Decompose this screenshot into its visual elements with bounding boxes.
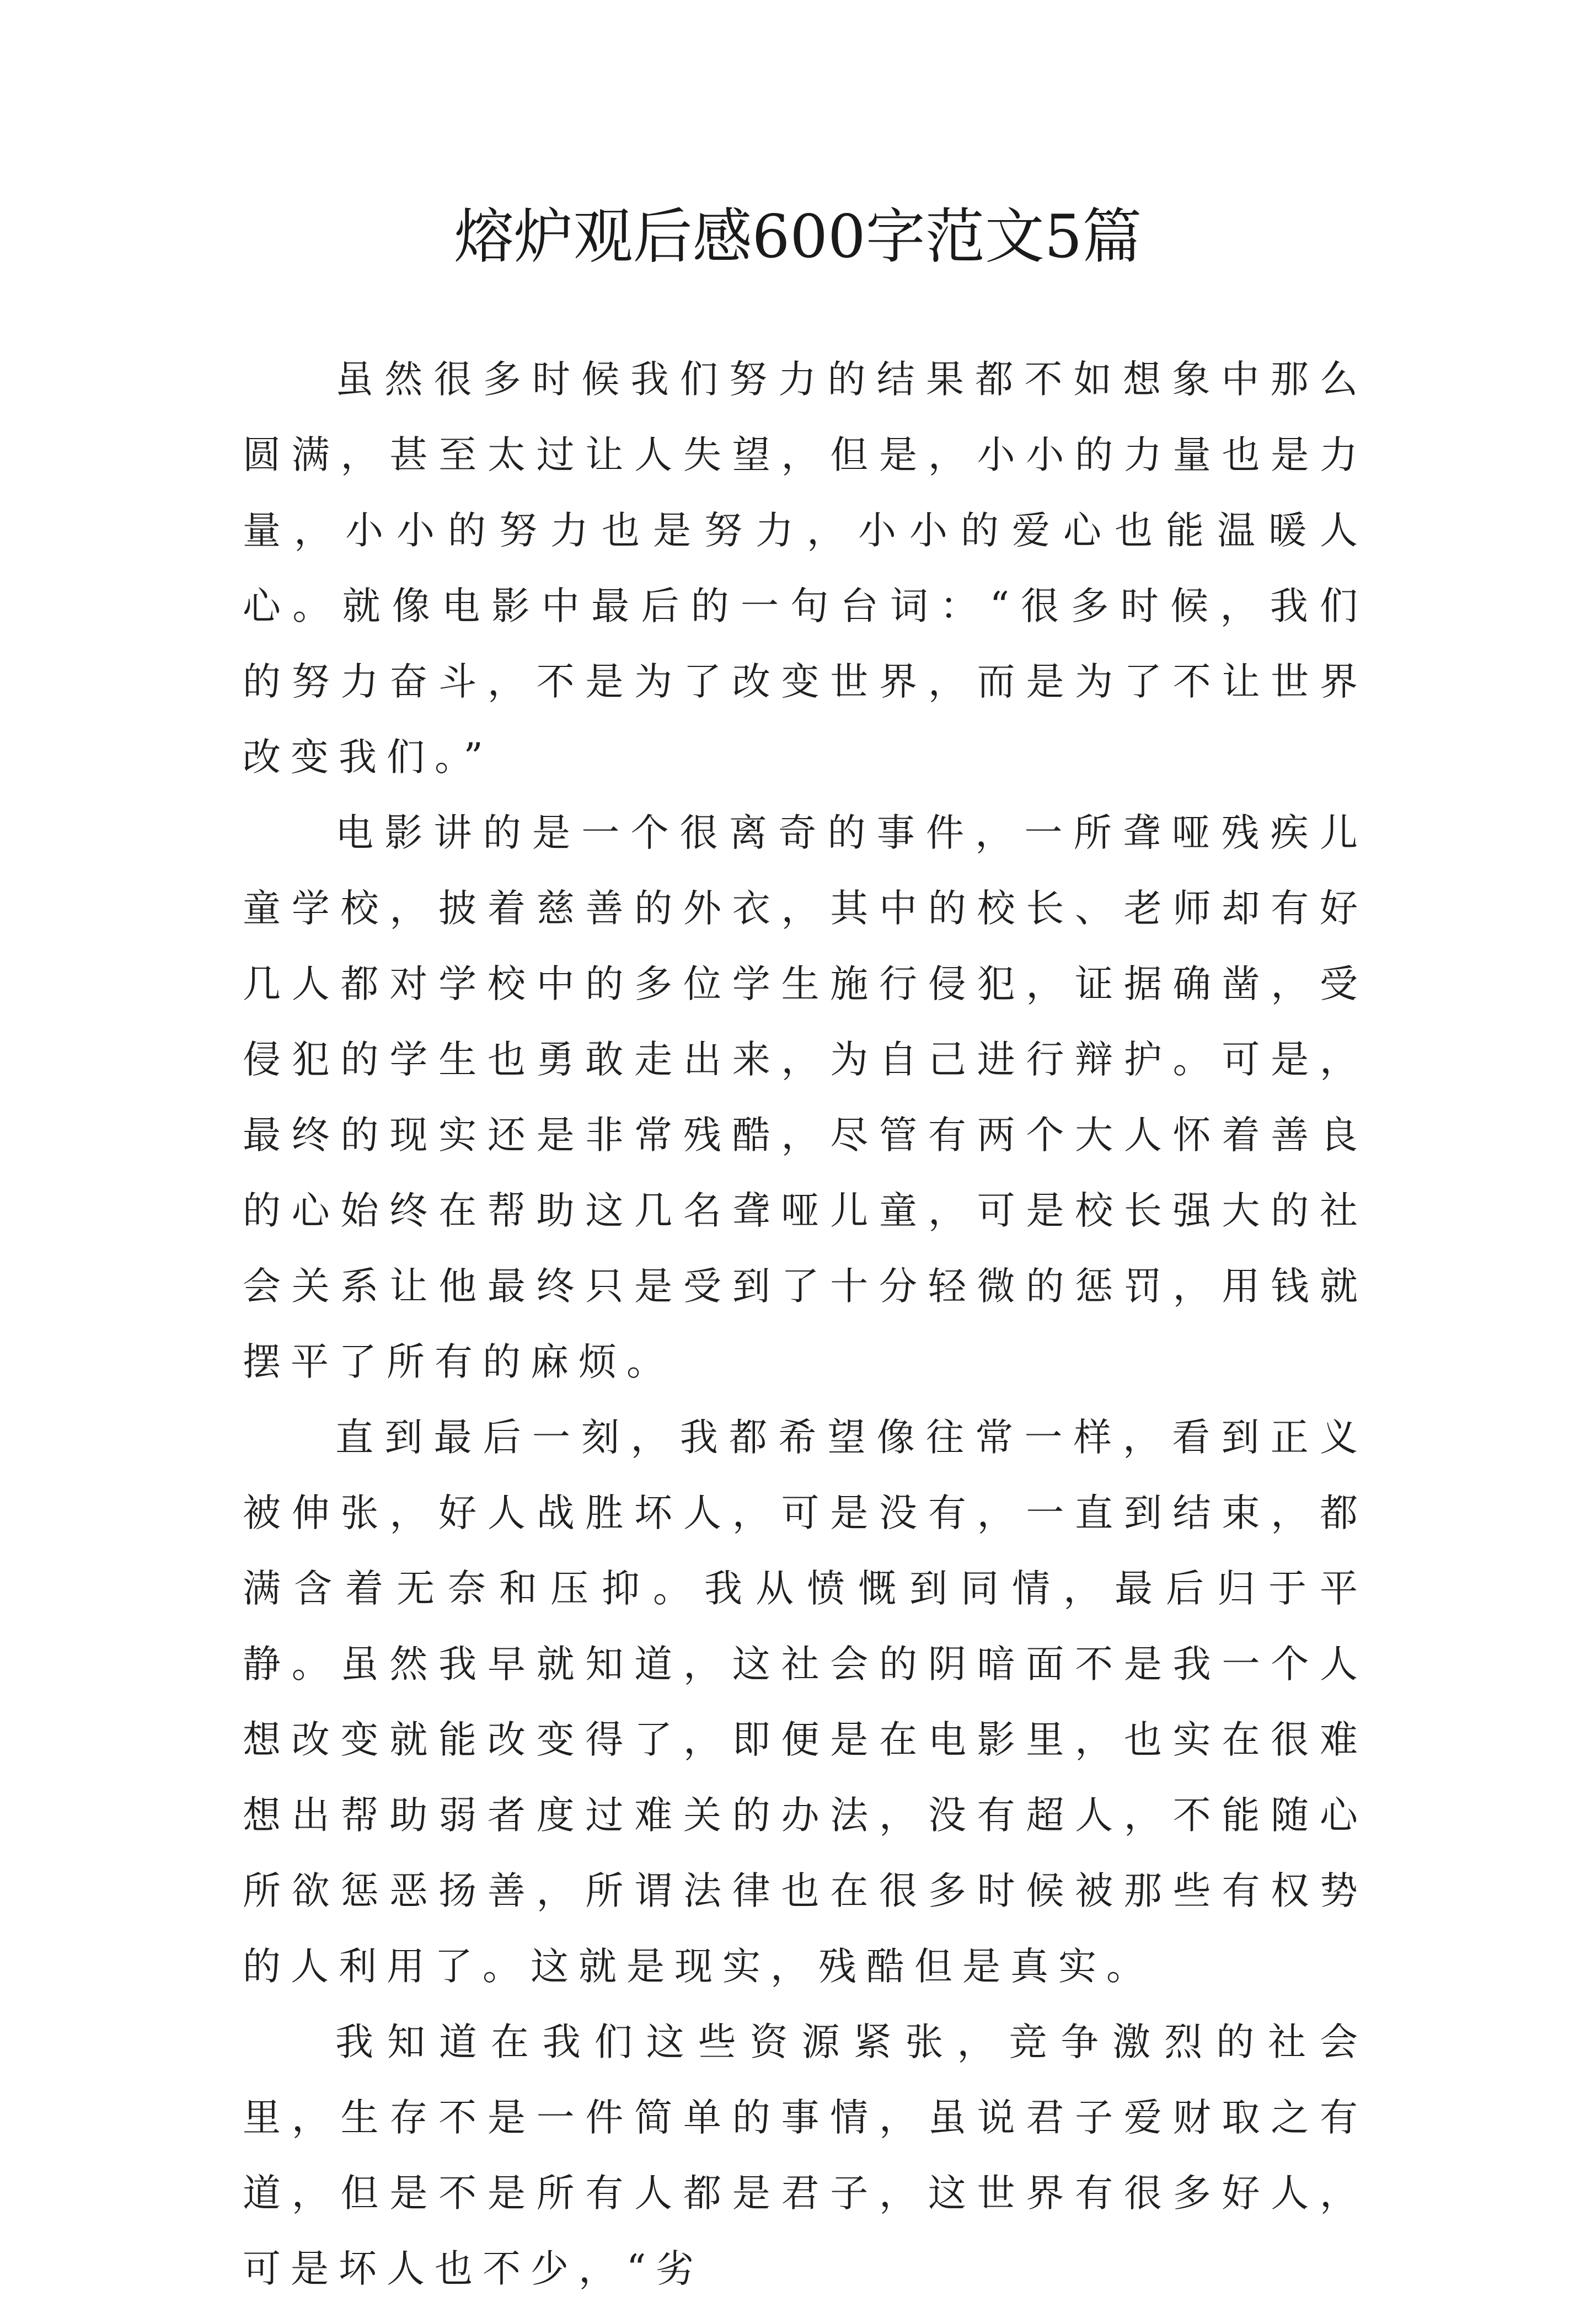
document-title: 熔炉观后感600字范文5篇 — [454, 202, 1142, 271]
paragraph-4: 我知道在我们这些资源紧张，竞争激烈的社会里，生存不是一件简单的事情，虽说君子爱财取之有道，但是不是所有人都是君子，这世界有很多好人，可是坏人也不少，“劣 — [243, 2020, 1368, 2291]
paragraph-2: 电影讲的是一个很离奇的事件，一所聋哑残疾儿童学校，披着慈善的外衣，其中的校长、老师却有好几人都对学校中的多位学生施行侵犯，证据确凿，受侵犯的学生也勇敢走出来，为自己进行辩护。可是，最终的现实还是非常残酷，尽管有两个大人怀着善良的心始终在帮助这几名聋哑儿童，可是校长强大的社会关系让他最终只是受到了十分轻微的惩罚，用钱就摆平了所有的麻烦。 — [243, 811, 1368, 1384]
document-body — [243, 342, 1368, 2307]
paragraph-1: 虽然很多时候我们努力的结果都不如想象中那么圆满，甚至太过让人失望，但是，小小的力量也是力量，小小的努力也是努力，小小的爱心也能温暖人心。就像电影中最后的一句台词：“很多时候，我们的努力奋斗，不是为了改变世界，而是为了不让世界改变我们。” — [243, 357, 1368, 779]
paragraph-3: 直到最后一刻，我都希望像往常一样，看到正义被伸张，好人战胜坏人，可是没有，一直到结束，都满含着无奈和压抑。我从愤慨到同情，最后归于平静。虽然我早就知道，这社会的阴暗面不是我一个人想改变就能改变得了，即便是在电影里，也实在很难想出帮助弱者度过难关的办法，没有超人，不能随心所欲惩恶扬善，所谓法律也在很多时候被那些有权势的人利用了。这就是现实，残酷但是真实。 — [243, 1416, 1368, 1989]
